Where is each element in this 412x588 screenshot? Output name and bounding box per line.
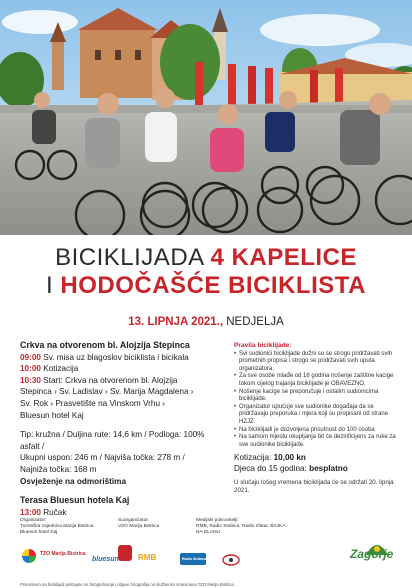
route-line: Sv. Rok › Prasvetište na Vinskom Vrhu ›	[20, 398, 165, 408]
program-item: 10:30 Start: Crkva na otvorenom bl. Alojzija	[20, 375, 178, 385]
title-biciklijada: BICIKLIJADA	[55, 244, 204, 271]
logo-tzo-text: TZO Marija Bistrica	[40, 551, 86, 557]
bajka-logo-icon	[222, 553, 240, 567]
rule-item: • Za sve osobe mlađe od 16 godina nošenje zaštitne kacige tokom cijelog trajanja biciklijade je OBAVEZNO.	[234, 373, 402, 388]
route-line: Bluesun hotel Kaj	[20, 410, 84, 420]
track-info: Ukupni uspon: 246 m / Najviša točka: 278 m /	[20, 453, 185, 463]
track-info: Najniža točka: 168 m	[20, 464, 97, 474]
rules	[234, 342, 402, 495]
program-item: 09:00 Sv. misa uz blagoslov biciklista i bicikala	[20, 352, 189, 362]
vzo-logo-icon	[118, 545, 132, 561]
logo-bluesun: bluesun	[92, 556, 119, 563]
title-line-2	[0, 272, 412, 300]
program-item: 10:00 Kotizacija	[20, 364, 79, 374]
track-info: Tip: kružna / Duljina rute: 14,6 km / Podloga: 100% asfalt /	[20, 430, 205, 451]
program	[20, 340, 225, 518]
program-location-1: Crkva na otvorenom bl. Alojzija Stepinca	[20, 340, 190, 350]
date-weekday: NEDJELJA	[226, 316, 284, 328]
fee-value: 10,00 kn	[273, 453, 306, 463]
fees: Kotizacija: 10,00 kn Djeca do 15 godina: besplatno	[234, 453, 348, 473]
media-sponsors: Medijski pokrovitelji: RMB, Radio Stubica, Radio Zlatar, BAJKA NA DLANU	[196, 518, 286, 535]
title-line-1	[0, 244, 412, 272]
refreshment-note: Osvježenje na odmorištima	[20, 476, 127, 486]
rule-item: • Nošenje kacige se preporučuje i ostalim sudionicima biciklijade.	[234, 389, 402, 404]
weather-note: U slučaju lošeg vremena biciklijada će se održati 20. lipnja 2021.	[234, 479, 394, 494]
title-kapelice: 4 KAPELICE	[210, 244, 357, 271]
hero-photo	[0, 0, 412, 235]
rules-heading: Pravila biciklijade:	[234, 342, 292, 349]
rule-item: • Na biciklijadi je dozvoljena prisutnost do 100 osoba	[234, 427, 402, 435]
kids-fee-value: besplatno	[309, 463, 348, 473]
title-hodocasce: HODOČAŠĆE BICIKLISTA	[60, 272, 366, 299]
logo-radio-stubica: Radio Stubica	[182, 557, 206, 561]
program-location-2: Terasa Bluesun hotela Kaj	[20, 495, 130, 506]
rule-item: • Na samom mjestu okupljanja bit će dezinficijens za ruke za sve sudionike biciklijade.	[234, 434, 402, 449]
logo-rmb: RMB	[138, 553, 157, 562]
rule-item: • Organizator upućuje sve sudionike događaja da se pridržavaju preporuka i mjera koji su propisani od strane HZJZ.	[234, 404, 402, 427]
footer-disclaimer: Prisustvom na biciklijadi pristajete na fotografiranje i objave fotografija na službenim stranicama TZO Marija Bistrica.	[20, 582, 235, 587]
route-line: Stepinca › Sv. Ladislav › Sv. Marija Magdalena ›	[20, 387, 194, 397]
rule-item: • Svi sudionici biciklijade dužni su se strogo pridržavati svih prometnih propisa i strogo se pridržavati svih uputa organizatora.	[234, 351, 402, 374]
zagorje-wordmark: Zagorje	[350, 547, 394, 561]
tzo-logo-icon	[22, 549, 36, 563]
program-item: 13:00 Ručak	[20, 507, 67, 517]
event-date	[0, 316, 412, 328]
co-organizer: Suorganizator: VZO Marija Bistrica	[118, 518, 160, 529]
date-day: 13. LIPNJA 2021.,	[128, 316, 224, 328]
rules-list	[234, 351, 402, 450]
title-i: I	[46, 272, 54, 299]
organizer: Organizator: Turistička zajednica Marija Bistrica Bluesun hotel Kaj	[20, 518, 94, 535]
